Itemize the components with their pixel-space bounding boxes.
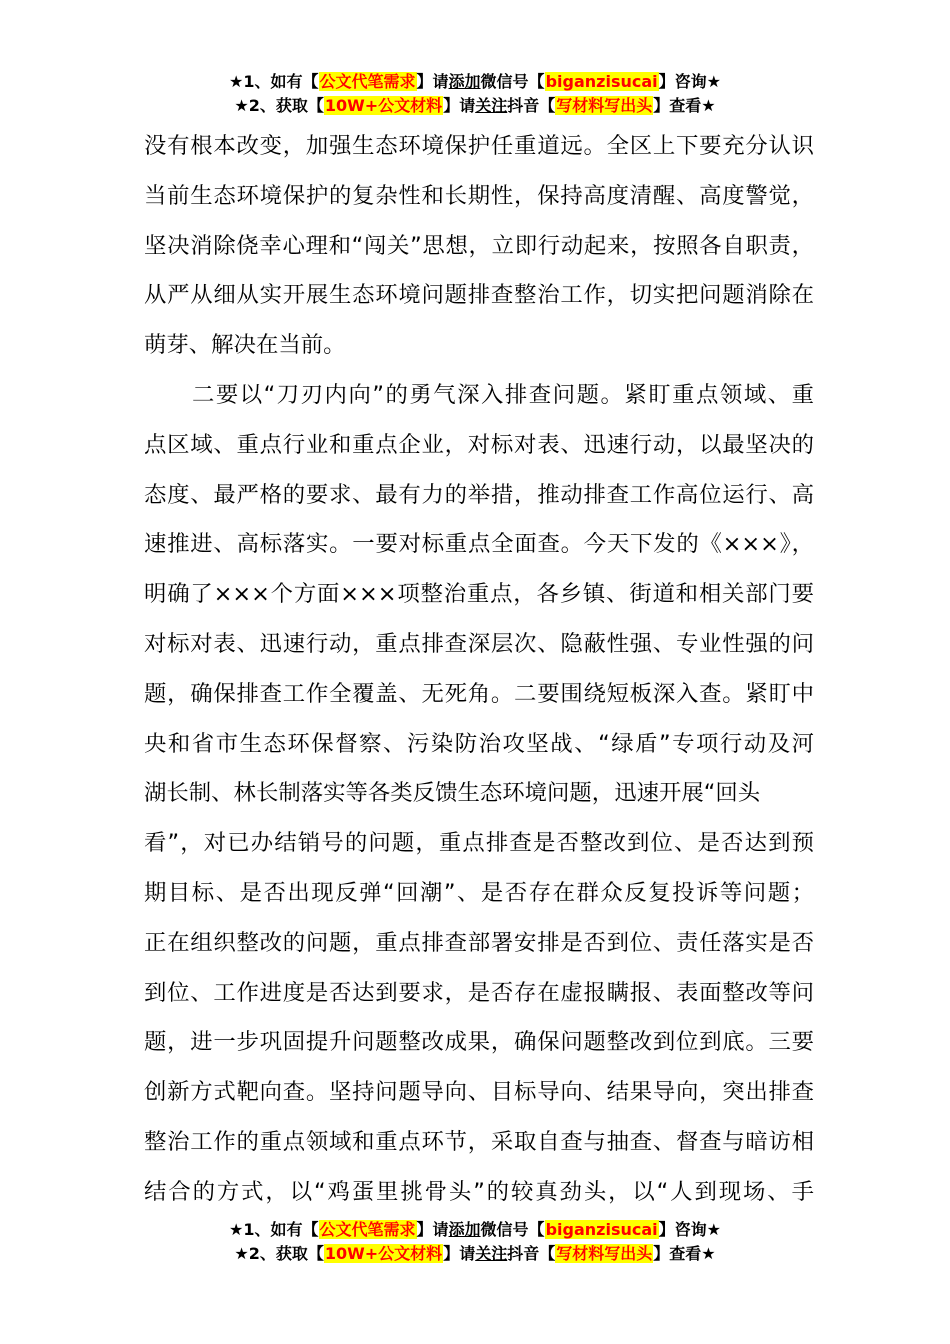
banner-line-1 xyxy=(0,1218,950,1242)
banner-text: 】咨询★ xyxy=(658,1220,721,1239)
banner-line-2 xyxy=(0,94,950,118)
text-line: 整治工作的重点领域和重点环节，采取自查与抽查、督查与暗访相 xyxy=(144,1128,814,1155)
text-line: 坚决消除侥幸心理和“闯关”思想，立即行动起来，按照各自职责， xyxy=(144,232,814,259)
highlight-service: 公文代笔需求 xyxy=(319,72,416,91)
banner-text: 微信号【 xyxy=(480,72,545,91)
banner-text: 】查看★ xyxy=(653,1244,716,1263)
banner-text: ★2、获取【 xyxy=(234,1244,324,1263)
highlight-wechat-id: biganzisucai xyxy=(545,1220,658,1239)
text-line: 题，进一步巩固提升问题整改成果，确保问题整改到位到底。三要 xyxy=(144,1029,814,1056)
banner-underline: 添加 xyxy=(448,1220,481,1239)
banner-text: 微信号【 xyxy=(480,1220,545,1239)
banner-text: ★2、获取【 xyxy=(234,96,324,115)
text-line: 湖长制、林长制落实等各类反馈生态环境问题，迅速开展“回头 xyxy=(144,780,761,807)
banner-text: 抖音【 xyxy=(507,96,556,115)
highlight-douyin-id: 写材料写出头 xyxy=(556,96,653,115)
banner-text: 】请 xyxy=(416,72,449,91)
text-line: 看”，对已办结销号的问题，重点排查是否整改到位、是否达到预 xyxy=(144,830,814,857)
banner-underline: 添加 xyxy=(448,72,481,91)
text-line: 创新方式靶向查。坚持问题导向、目标导向、结果导向，突出排查 xyxy=(144,1079,814,1106)
highlight-douyin-id: 写材料写出头 xyxy=(556,1244,653,1263)
highlight-wechat-id: biganzisucai xyxy=(545,72,658,91)
text-line: 正在组织整改的问题，重点排查部署安排是否到位、责任落实是否 xyxy=(144,929,814,956)
text-line: 没有根本改变，加强生态环境保护任重道远。全区上下要充分认识 xyxy=(144,133,814,159)
banner-text: 】请 xyxy=(416,1220,449,1239)
banner-line-2 xyxy=(0,1242,950,1266)
footer-banner xyxy=(0,1218,950,1266)
document-body xyxy=(144,122,814,1218)
highlight-materials: 10W+公文材料 xyxy=(324,1244,443,1263)
text-line: 萌芽、解决在当前。 xyxy=(144,332,346,359)
text-line: 题，确保排查工作全覆盖、无死角。二要围绕短板深入查。紧盯中 xyxy=(144,680,814,707)
text-line: 对标对表、迅速行动，重点排查深层次、隐蔽性强、专业性强的问 xyxy=(144,630,814,657)
banner-text: 】查看★ xyxy=(653,96,716,115)
banner-text: ★1、如有【 xyxy=(229,72,319,91)
banner-line-1 xyxy=(0,70,950,94)
banner-text: 抖音【 xyxy=(507,1244,556,1263)
banner-underline: 关注 xyxy=(475,1244,508,1263)
text-line: 从严从细从实开展生态环境问题排查整治工作，切实把问题消除在 xyxy=(144,282,814,309)
text-line: 二要以“刀刃内向”的勇气深入排查问题。紧盯重点领域、重 xyxy=(192,381,814,408)
banner-text: ★1、如有【 xyxy=(229,1220,319,1239)
text-line: 央和省市生态环保督察、污染防治攻坚战、“绿盾”专项行动及河 xyxy=(144,730,814,757)
highlight-service: 公文代笔需求 xyxy=(319,1220,416,1239)
banner-text: 】咨询★ xyxy=(658,72,721,91)
text-line: 点区域、重点行业和重点企业，对标对表、迅速行动，以最坚决的 xyxy=(144,431,814,458)
banner-text: 】请 xyxy=(443,96,476,115)
highlight-materials: 10W+公文材料 xyxy=(324,96,443,115)
header-banner xyxy=(0,70,950,118)
text-line: 期目标、是否出现反弹“回潮”、是否存在群众反复投诉等问题； xyxy=(144,879,814,906)
text-line: 明确了×××个方面×××项整治重点，各乡镇、街道和相关部门要 xyxy=(144,581,814,608)
text-line: 态度、最严格的要求、最有力的举措，推动排查工作高位运行、高 xyxy=(144,481,814,508)
text-line: 速推进、高标落实。一要对标重点全面查。今天下发的《×××》， xyxy=(144,531,814,558)
text-line: 到位、工作进度是否达到要求，是否存在虚报瞒报、表面整改等问 xyxy=(144,979,814,1006)
text-line: 当前生态环境保护的复杂性和长期性，保持高度清醒、高度警觉， xyxy=(144,182,814,209)
text-line: 结合的方式，以“鸡蛋里挑骨头”的较真劲头，以“人到现场、手 xyxy=(144,1178,814,1205)
banner-underline: 关注 xyxy=(475,96,508,115)
banner-text: 】请 xyxy=(443,1244,476,1263)
